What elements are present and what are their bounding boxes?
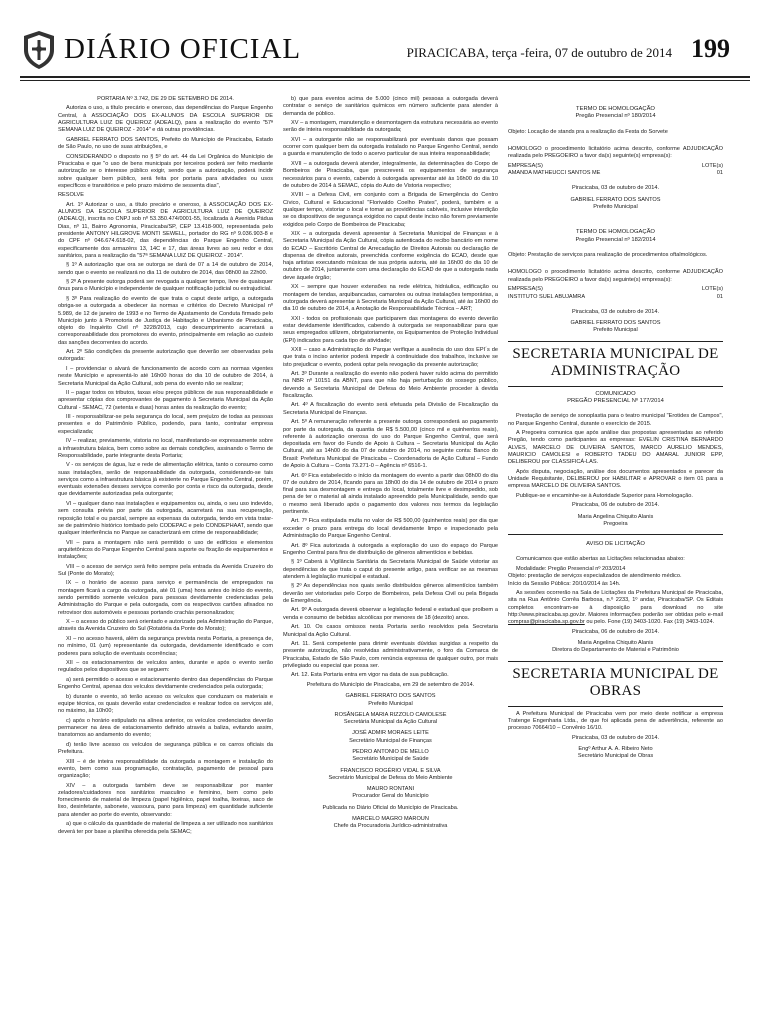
paragraph: Art. 6º Fica estabelecido o início da montagem do evento a partir das 08h00 do dia 07 de outubro de 2014, ficando para as 18h00 do dia 14 de outubro de 2014 o prazo final para sua desmontagem e entrega do local, totalmente livre e desimpedido, sob pena de ter o material ali ainda instalado apreendido pela Municipalidade, sendo que o mesmo será liberado após o pagamento dos valores nos termos da legislação pertinente.: [283, 472, 498, 515]
paragraph: Art. 10. Os casos omissos nesta Portaria serão resolvidos pela Secretaria Municipal da Ação Cultural.: [283, 624, 498, 638]
paragraph: c) após o horário estipulado na alínea anterior, os veículos credenciados deverão permanecer na área de estacionamento definido através a baliza, evitando assim, transtornos ao andamento do evento;: [58, 717, 273, 739]
paragraph: Publique-se e encaminhe-se à Autoridade Superior para Homologação.: [516, 492, 693, 499]
signatory-name: Maria Angelina Chiquito Alanis: [577, 513, 654, 520]
signature-block: [508, 320, 723, 335]
homologation-2-title: TERMO DE HOMOLOGAÇÃO: [576, 229, 655, 236]
paragraph: XXII – caso a Administração do Parque verifique a ausência do uso dos EPI´s de que trata o inciso anterior poderá impedir à continuidade dos trabalhos, inclusive se isto prejudicar o evento, poderá optar pela revogação da presente autorização;: [283, 347, 498, 368]
company-header: EMPRESA(S): [508, 162, 543, 169]
homologation-1-object: Objeto: Locação de stands pra a realização da Festa do Sorvete: [508, 128, 668, 135]
header-rule: [20, 76, 750, 78]
comunicado-date: Piracicaba, 06 de outubro de 2014.: [571, 502, 660, 509]
signatory-name: Maria Angelina Chiquito Alanis: [577, 640, 654, 647]
paragraph: Art. 1º Autorizar o uso, a título precário e oneroso, à ASSOCIAÇÃO DOS EX-ALUNOS DA ESCOLA SUPERIOR DE AGRICULTURA LUIZ DE QUEIROZ (ADEALQ), inscrita no CNPJ sob nº 53.350.474/0001-55, localizada à Avenida Pádua Dias, nº 11, Bairro Agronomia, Piracicaba/SP, CEP 13.418-900, representada pelo presidente ANTONY HILGROVE MONTI SEWELL, portador do RG nº 9.036.903-8 e do CPF nº 046.674.618-02, das dependências do Parque Engenho Central, especificamente dos armazéns 13, 14C e 17, das áreas livres ao seu redor e dos sanitários, para a realização da "57ª SEMANA LUIZ DE QUEIROZ - 2014".: [58, 201, 273, 259]
paragraph: Art. 2º São condições da presente autorização que deverão ser observadas pela outorgada:: [58, 349, 273, 363]
homologation-2-text: HOMOLOGO o procedimento licitatório acima descrito, conforme ADJUDICAÇÃO realizada pelo PREGOEIRO a favor da(s) seguinte(s) empresa(s):: [508, 269, 723, 283]
signatory-role: Prefeito Municipal: [593, 327, 638, 334]
paragraph: XII – os estacionamentos de veículos antes, durante e após o evento serão regulados pelos dispositivos que se seguem:: [58, 660, 273, 674]
company-name: INSTITUTO SUEL ABUJAMRA: [508, 293, 586, 300]
paragraph: II – pagar todos os tributos, taxas e/ou preços públicos de sua responsabilidade e apresentar cópias dos comprovantes de pagamento à Secretaria Municipal da Ação Cultural - SEMAC, 72 (setenta e duas) horas antes da realização do evento;: [58, 390, 273, 411]
brand-title: DIÁRIO OFICIAL: [64, 33, 302, 65]
paragraph: § 1º Caberá à Vigilância Sanitária da Secretaria Municipal de Saúde vistoriar as dependências de que trata o caput do presente artigo, para verificar se as mesmas atendem à legislação municipal e estadual.: [283, 559, 498, 580]
paragraph: VII – para a montagem não será permitido o uso de edifícios e elementos arquitetônicos do Parque Engenho Central para suporte ou fixação de equipamentos e instalações;: [58, 539, 273, 561]
signatory-name: PEDRO ANTONIO DE MELLO: [352, 748, 429, 755]
signatory-role: Secretário Municipal de Defesa do Meio Ambiente: [328, 774, 453, 781]
paragraph: b) que para eventos acima de 5.000 (cinco mil) pessoas a outorgada deverá contratar o serviço de sanitários químicos em número suficiente para atender à demanda de público.: [283, 96, 498, 117]
homologation-2-date: Piracicaba, 03 de outubro de 2014.: [571, 308, 660, 315]
signatory-role: Secretário Municipal de Saúde: [352, 756, 429, 763]
homologation-1-date: Piracicaba, 03 de outubro de 2014.: [571, 185, 660, 192]
section-title-obras: SECRETARIA MUNICIPAL DE OBRAS: [512, 665, 719, 699]
paragraph: Art. 4º A fiscalização do evento será efetuada pela Divisão de Fiscalização da Secretaria Municipal de Finanças.: [283, 402, 498, 416]
lot-number: 01: [716, 170, 723, 177]
aviso-date: Piracicaba, 06 de outubro de 2014.: [571, 628, 660, 635]
aviso-text-continued: ou pelo. Fone (19) 3403-1020. Fax (19) 3403-1024.: [586, 619, 715, 626]
homologation-2-table-header: [508, 286, 723, 293]
signatory-name: Engº Arthur A. A. Ribeiro Neto: [578, 745, 653, 752]
paragraph: Art. 11. Será competente para dirimir eventuais dúvidas surgidas a respeito da presente autorização, não resolvidas administrativamente, o foro da Comarca de Piracicaba, Estado de São Paulo, com renúncia expressa de qualquer outro, por mais privilegiado ou especial que possa ser.: [283, 641, 498, 669]
signature-block: [508, 640, 723, 655]
homologation-1-subtitle: Pregão Presencial nº 180/2014: [575, 113, 656, 120]
page-number: 199: [691, 34, 730, 63]
section-rule: [508, 386, 723, 387]
company-name: AMANDA MATHEUCCI SANTOS ME: [508, 170, 601, 177]
signatory-name: GABRIEL FERRATO DOS SANTOS: [570, 320, 661, 327]
paragraph: Art. 8º Fica autorizada à outorgada a exploração do uso do espaço do Parque Engenho Central para fins de distribuição de gêneros alimentícios e bebidas.: [283, 542, 498, 556]
signature-block: [508, 514, 723, 529]
signatory-role: Prefeito Municipal: [368, 700, 413, 707]
column-1: [58, 96, 273, 838]
paragraph: IX – o horário de acesso para serviço e permanência de empregados na montagem ficará a cargo da outorgada, até 01 (uma) hora antes do início do evento, sendo permitido somente veículos para pessoas devidamente credenciadas pela Administração do Parque e pela outorgada, com os respectivos cartões afixados no retrovisor dos automóveis e pessoas portando crachás personalizados;: [58, 580, 273, 616]
paragraph: § 1º A autorização que ora se outorga se dará de 07 a 14 de outubro de 2014, sendo que o evento se realizará no dia 11 de outubro de 2014, das 08h00 às 22h00.: [58, 262, 273, 276]
paragraph: XV – a montagem, manutenção e desmontagem da estrutura necessária ao evento serão de inteira responsabilidade da outorgada;: [283, 120, 498, 134]
paragraph: XVIII – a Defesa Civil, em conjunto com a Brigada de Emergência do Centro Cívico, Cultural e Educacional "Florivaldo Coelho Prates", poderá, também e a qualquer tempo, vistoriar o local e tomar as providências cabíveis, inclusive interdição se os dispositivos de segurança exigidos no caput deste inciso não forem previamente exigidos pelo Corpo de Bombeiros de Piracicaba;: [283, 192, 498, 228]
paragraph: Art. 12. Esta Portaria entra em vigor na data de sua publicação.: [291, 672, 449, 679]
paragraph: a) que o cálculo da quantidade de material de limpeza a ser utilizado nos sanitários deverá ter por base a planilha oferecida pela SEMAC;: [58, 821, 273, 835]
paragraph: a) será permitido o acesso e estacionamento dentro das dependências do Parque Engenho Central, apenas dos veículos devidamente credenciados pela outorgada;: [58, 676, 273, 691]
paragraph: d) terão livre acesso os veículos de segurança pública e os carros oficiais da Prefeitura.: [58, 741, 273, 756]
paragraph: IV – realizar, previamente, vistoria no local, manifestando-se expressamente sobre a infraestrutura básica, bem como sobre as demais condições, assinando o Termo de Responsabilidade, parte integrante desta Portaria;: [58, 438, 273, 459]
paragraph: XVII – a outorgada deverá atender, integralmente, às determinações do Corpo de Bombeiros de Piracicaba, que prescreverá os equipamentos de segurança necessários para o evento, cabendo à outorgada apresentar até às 16h00 do dia 10 de outubro de 2014 à SEMAC, cópia do Auto de Vistoria respectivo;: [283, 160, 498, 189]
paragraph: XX – sempre que houver extensões na rede elétrica, hidráulica, edificação ou montagem de tendas, arquibancadas, camarotes ou outras instalações temporárias, a outorgada deverá apresentar à Secretaria Municipal da Ação Cultural, até às 16h00 do dia 10 de outubro de 2014, a Anotação de Responsabilidade Técnica – ART;: [283, 284, 498, 313]
obras-date: Piracicaba, 03 de outubro de 2014.: [571, 734, 660, 741]
paragraph: I – providenciar o alvará de funcionamento de acordo com as normas vigentes neste Município e apresentá-lo até 16h00 horas do dia 10 de outubro de 2014, à Secretaria Municipal da Ação Cultural, sob pena do evento não se realizar;: [58, 365, 273, 387]
paragraph: Prestação de serviço de sonoplastia para o teatro municipal "Erotides de Campos", no Parque Engenho Central, durante o exercício de 2015.: [508, 413, 723, 427]
paragraph: § 2º A presente outorga poderá ser revogada a qualquer tempo, livre de quaisquer ônus para o Município e independente de qualquer notificação judicial ou extrajudicial.: [58, 279, 273, 293]
paragraph: XIX – a outorgada deverá apresentar à Secretaria Municipal de Finanças e à Secretaria Municipal da Ação Cultural, cópia autenticada do recibo bancário em nome do ECAD – Escritório Central de Arrecadação de Direitos Autorais ou declaração de dispensa de direitos autorais, preenchida conforme exigência do ECAD, desde que haja artistas executando músicas de sua própria autoria, até às 16h00 do dia 10 de outubro de 2014, juntamente com uma declaração do ECAD de que a outorgada nada deve àquele órgão;: [283, 230, 498, 281]
paragraph: [508, 590, 723, 626]
paragraph: § 3º Para realização do evento de que trata o caput deste artigo, a outorgada obriga-se a outorgada a obedecer às normas e critérios do Decreto Municipal nº 5.989, de 12 de janeiro de 1993 e no Termo de Ajustamento de Conduta firmado pelo Município junto à Promotoria de Justiça de Habitação e Urbanismo de Piracicaba, objeto do Inquérito Civil nº 3228/2013, cujo descumprimento acarretará a corresponsabilidade dos promotores do evento, principalmente em relação ao custeio das sanções decorrentes do acordo.: [58, 295, 273, 346]
homologation-2-table-row: [508, 294, 723, 301]
paragraph: Após disputa, negociação, análise dos documentos apresentados e parecer da Unidade Requisitante, DELIBEROU por HABILITAR e APROVAR o item 01 para a empresa MARCELO DE OLIVEIRA SANTOS.: [508, 468, 723, 490]
homologation-1-table-header: [508, 163, 723, 170]
publication-date: PIRACICABA, terça -feira, 07 de outubro de 2014: [406, 45, 672, 60]
paragraph: XXI - todos os profissionais que participarem das montagens do evento deverão estar devidamente identificados, cabendo à outorgada se responsabilizar para que seus empregados utilizem, obrigatoriamente, os Equipamentos de Proteção Individual (EPI) indicados para cada tipo de atividade;: [283, 315, 498, 344]
email-link[interactable]: compras@piracicaba.sp.gov.br: [508, 619, 585, 626]
signatory-role: Diretora do Departamento de Material e Patrimônio: [552, 647, 679, 654]
paragraph: § 2º As dependências nos quais serão distribuídos gêneros alimentícios também deverão ser vistoriadas pelo Corpo de Bombeiros, pela Defesa Civil ou pela Brigada de Emergência.: [283, 583, 498, 604]
paragraph: GABRIEL FERRATO DOS SANTOS, Prefeito do Município de Piracicaba, Estado de São Paulo, no uso de suas atribuições, e: [58, 136, 273, 151]
section-rule: [508, 661, 723, 662]
paragraph: A Pregoeira comunica que após análise das propostas apresentadas ao referido Pregão, tendo como participantes as empresas: EVELIN CRISTINA BERNARDO ALVES, MARCELO DE OLIVEIRA SANTOS, MARCO AURELIO MENDES, MAURICIO CAMOLESI e ROBERTO TADEU DO AMARAL JUNIOR EPP, DELIBEROU por CLASSIFICÁ-LAS.: [508, 430, 723, 466]
paragraph: XVI – a outorgante não se responsabilizará por eventuais danos que possam ocorrer com qualquer bem da outorgada instalado no Parque Engenho Central, sendo a guarda e manutenção de todo o acervo particular de sua inteira responsabilidade;: [283, 136, 498, 158]
aviso-text: As sessões ocorrerão na Sala de Licitações da Prefeitura Municipal de Piracicaba, sita na Rua Antônio Corrêa Barbosa, n.º 2233, 1º andar, Piracicaba/SP. Os Editais completos encontram-se à disposição para download no site http://www.piracicaba.sp.gov.br. Maiores informações poderão ser obtidas pelo e-mail: [508, 590, 723, 618]
paragraph: X – o acesso do público será orientado e autorizado pela Administração do Parque, através da Avenida Cruzeiro do Sul (Rotatória da Ponte do Morato);: [58, 619, 273, 633]
paragraph: Art. 5º A remuneração referente a presente outorga corresponderá ao pagamento por parte da outorgada, da quantia de R$ 5.500,00 (cinco mil e quinhentos reais), referente à autorização onerosa do uso do Parque Engenho Central, que será depositada em favor do Fundo de Apoio à Cultura – Secretaria Municipal da Ação Cultural, até as 14h00 do dia 07 de outubro de 2014, no seguinte conta: Banco do Brasil: Prefeitura Municipal de Piracicaba – Coordenadoria de Ação Cultural – Fundo de Apoio à Cultura – Conta 73.271-0 – Agência nº 6516-1.: [283, 419, 498, 470]
column-2: [283, 96, 498, 831]
paragraph: V - os serviços de água, luz e rede de alimentação elétrica, tanto o consumo como suas instalações, serão de responsabilidade da outorgada, considerando-se tais serviços como a infraestrutura básica já existente no Parque Engenho Central, porém, eventuais extensões desses serviços correrão por conta e risco da outorgada, desde que devidamente autorizadas pela outorgante;: [58, 462, 273, 498]
portaria-title: PORTARIA Nº 3.742, DE 29 DE SETEMBRO DE 2014.: [97, 96, 234, 102]
comunicado-subtitle: PREGÃO PRESENCIAL Nº 177/2014: [567, 397, 664, 404]
signature-block: [283, 693, 498, 830]
lot-number: 01: [716, 293, 723, 300]
paragraph: Comunicamos que estão abertas as Licitações relacionadas abaixo:: [516, 556, 685, 563]
homologation-2-subtitle: Pregão Presencial nº 182/2014: [575, 236, 656, 243]
signatory-name: JOSÉ ADMIR MORAES LEITE: [352, 730, 429, 737]
homologation-1-title: TERMO DE HOMOLOGAÇÃO: [576, 106, 655, 112]
section-rule: [508, 341, 723, 342]
header-rule-thin: [20, 80, 750, 81]
closing-line: Prefeitura do Município de Piracicaba, em 29 de setembro de 2014.: [306, 681, 475, 688]
paragraph: Art. 7º Fica estipulada multa no valor de R$ 500,00 (quinhentos reais) por dia que exceder o prazo para entrega do local devidamente limpo e inspecionado pela Administração do Parque Engenho Central.: [283, 518, 498, 540]
signatory-role: Prefeito Municipal: [593, 204, 638, 211]
lot-header: LOTE(s): [701, 162, 723, 169]
paragraph: VIII – o acesso de serviço será feito sempre pela entrada da Avenida Cruzeiro do Sul (Ponte do Morato);: [58, 563, 273, 577]
signatory-name: GABRIEL FERRATO DOS SANTOS: [345, 693, 436, 700]
signatory-name: MARCELO MAGRO MAROUN: [352, 816, 429, 823]
signature-block: [508, 746, 723, 761]
paragraph: Modalidade: Pregão Presencial nº 203/2014 Objeto: prestação de serviços especializados de atendimento médico. Início da Sessão Pública: 20/10/2014 às 14h.: [508, 565, 682, 587]
paragraph: XI – no acesso haverá, além da segurança prevista nesta Portaria, a presença de, no mínimo, 01 (um) representante da outorgada, devidamente identificado e com poderes para solução de eventuais ocorrências;: [58, 635, 273, 657]
signature-block: [508, 197, 723, 212]
section-title-administracao: SECRETARIA MUNICIPAL DE ADMINISTRAÇÃO: [512, 345, 719, 379]
publication-note: Publicada no Diário Oficial do Município de Piracicaba.: [322, 804, 459, 811]
paragraph: XIII – é de inteira responsabilidade da outorgada a montagem e instalação do evento, bem como sua programação, contratação, pagamento de pessoal para organização;: [58, 758, 273, 780]
paragraph: CONSIDERANDO o disposto no § 5º do art. 44 da Lei Orgânica do Município de Piracicaba e que "o uso de bens municipais por terceiros poderá ser feito mediante autorização se o interesse público exigir, sendo que a autorização, poderá incidir sobre qualquer bem público, será feita por portaria para atividades ou usos específicos e transitórios e pelo prazo máximo de sessenta dias",: [58, 153, 273, 189]
signatory-role: Procurador Geral do Município: [352, 793, 429, 800]
signatory-name: ROSÂNGELA MARIA RIZZOLO CAMOLESE: [334, 711, 447, 718]
signatory-name: MAURO RONTANI: [366, 786, 415, 793]
homologation-1-table-row: [508, 170, 723, 177]
column-3: [508, 96, 723, 761]
signatory-role: Secretário Municipal de Obras: [577, 753, 654, 760]
paragraph: b) durante o evento, só terão acesso os veículos que conduzam os materiais e equipe técnica, os quais deverão estar credenciados e realizar todos os serviços até, no máximo, às 10h00;: [58, 693, 273, 715]
signatory-role: Chefe da Procuradoria Jurídico-administrativa: [333, 823, 448, 830]
homologation-2-object: Objeto: Prestação de serviços para realização de procedimentos oftalmológicos.: [508, 251, 708, 258]
signatory-name: GABRIEL FERRATO DOS SANTOS: [570, 196, 661, 203]
paragraph: Art. 9º A outorgada deverá observar a legislação federal e estadual que proíbem a venda e consumo de bebidas alcoólicas por menores de 18 (dezoito) anos.: [283, 607, 498, 621]
aviso-title: AVISO DE LICITAÇÃO: [586, 541, 645, 548]
company-header: EMPRESA(S): [508, 286, 543, 293]
comunicado-title: COMUNICADO: [595, 390, 636, 397]
paragraph: III - responsabilizar-se pela segurança do local, sem prejuízo de todas as pessoas presentes e do Patrimônio Público, podendo, para tanto, contratar empresa especializada;: [58, 414, 273, 435]
coat-of-arms-icon: [22, 30, 56, 70]
paragraph: XIV – a outorgada também deve se responsabilizar por manter zeladores/cuidadores nos sanitários masculino e feminino, bem como pelo fornecimento de material de limpeza (papel higiênico, papel toalha, lixeiras, saco de lixo, desinfetante, sabonete, vassoura, pano para limpeza) em quantidade suficiente para atender ao porte do evento, observando:: [58, 782, 273, 818]
signatory-role: Pregoeira: [603, 520, 628, 527]
section-rule: [508, 706, 723, 707]
signatory-role: Secretária Municipal da Ação Cultural: [343, 719, 438, 726]
signatory-role: Secretário Municipal de Finanças: [349, 737, 432, 744]
page-header: [0, 0, 770, 92]
section-rule: [508, 534, 723, 535]
homologation-1-text: HOMOLOGO o procedimento licitatório acima descrito, conforme ADJUDICAÇÃO realizada pelo PREGOEIRO a favor da(s) seguinte(s) empresa(s):: [508, 146, 723, 160]
paragraph: Autoriza o uso, a título precário e oneroso, das dependências do Parque Engenho Central, à ASSOCIAÇÃO DOS EX-ALUNOS DA ESCOLA SUPERIOR DE AGRICULTURA LUIZ DE QUEIROZ (ADEALQ), para a realização do evento "57ª SEMANA LUIZ DE QUEIROZ - 2014" e dá outras providências.: [58, 105, 273, 134]
signatory-name: FRANCISCO ROGÉRIO VIDAL E SILVA: [340, 767, 441, 774]
paragraph: A Prefeitura Municipal de Piracicaba vem por meio deste notificar a empresa Tratenge Engenharia Ltda., de que foi aplicada pena de advertência, referente ao processo 70664/10 – Convênio 16/10.: [508, 710, 723, 732]
paragraph: VI – qualquer dano nas instalações e equipamentos ou, ainda, o seu uso indevido, sem consulta prévia por parte da outorgada, acarretará na sua recuperação, reposição total e ou parcial, sempre as expensas da outorgada, tendo em vista tratar-se de patrimônio histórico tombado pelo CODEPAC e pelo CONDEPHAAT, sendo que qualquer interferência no Parque se caracterizará em crime de responsabilidade;: [58, 500, 273, 537]
paragraph: Art. 3º Durante a realização do evento não poderá haver ruído acima do permitido na NBR nº 10151 da ABNT, para que não haja perturbação do sossego público, devendo a Secretaria Municipal de Defesa do Meio Ambiente proceder à devida fiscalização.: [283, 371, 498, 399]
lot-header: LOTE(s): [701, 286, 723, 293]
resolve-heading: RESOLVE: [58, 192, 85, 199]
